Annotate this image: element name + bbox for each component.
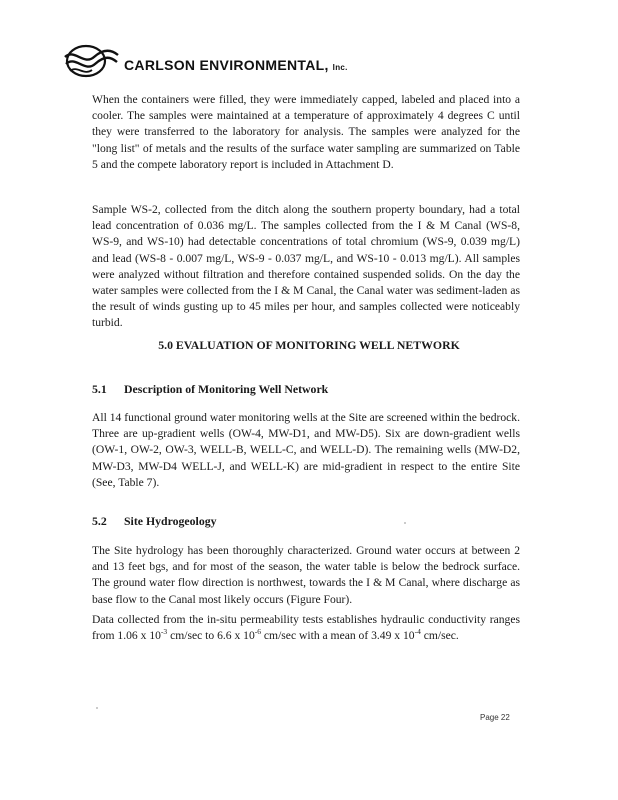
company-name-text: CARLSON ENVIRONMENTAL, [124,57,329,73]
conductivity-text-4: cm/sec. [420,629,459,643]
page-number: Page 22 [480,713,510,722]
scan-speck [96,707,98,709]
subsection-number: 5.2 [92,514,107,528]
subsection-title: Site Hydrogeology [124,514,217,528]
conductivity-text-2: cm/sec to 6.6 x 10 [167,629,255,643]
paragraph-conductivity [92,612,520,644]
paragraph-sample-results: Sample WS-2, collected from the ditch along the southern property boundary, had a total lead concentration of 0.036 mg/L. The samples collected from the I & M Canal (WS-8, WS-9, and WS-10) had detectable concentrations of total chromium (WS-9, 0.039 mg/L) and lead (WS-8 - 0.007 mg/L, WS-9 - 0.037 mg/L, and WS-10 - 0.013 mg/L). All samples were analyzed without filtration and therefore contained suspended solids. On the day the water samples were collected from the I & M Canal, the Canal water was sediment-laden as the result of winds gusting up to 45 miles per hour, and samples collected were noticeably turbid. [92,203,520,330]
subsection-heading-hydrogeology [92,514,217,529]
scan-speck [404,522,406,524]
company-suffix: Inc. [332,63,348,72]
company-name [124,57,348,73]
conductivity-text-3: cm/sec with a mean of 3.49 x 10 [261,629,415,643]
exponent-1: -3 [160,627,168,637]
section-title: 5.0 EVALUATION OF MONITORING WELL NETWORK [158,338,460,352]
exponent-3: -4 [414,627,421,637]
paragraph-sample-handling: When the containers were filled, they were immediately capped, labeled and placed into a cooler. The samples were maintained at a temperature of approximately 4 degrees C until they were transferred to the laboratory for analysis. The samples were analyzed for the "long list" of metals and the results of the surface water sampling are summarized on Table 5 and the compete laboratory report is included in Attachment D. [92,93,520,171]
subsection-number: 5.1 [92,382,107,396]
paragraph-well-network: All 14 functional ground water monitoring wells at the Site are screened within the bedrock. Three are up-gradient wells (OW-4, MW-D1, and MW-D5). Six are down-gradient wells (OW-1, OW-2, OW-3, WELL-B, WELL-C, and WELL-D). The remaining wells (MW-D2, MW-D3, MW-D4 WELL-J, and WELL-K) are mid-gradient in respect to the entire Site (See, Table 7). [92,411,520,489]
letterhead [62,40,462,80]
conductivity-text-1: Data collected from the in-situ permeability tests establishes hydraulic conductivity ranges from 1.06 x 10 [92,613,520,643]
paragraph-hydrogeology: The Site hydrology has been thoroughly characterized. Ground water occurs at between 2 and 13 feet bgs, and for most of the season, the water table is below the bedrock surface. The ground water flow direction is northwest, towards the I & M Canal, where discharge as base flow to the Canal most likely occurs (Figure Four). [92,544,520,606]
company-logo-icon [62,40,120,80]
subsection-title: Description of Monitoring Well Network [124,382,329,396]
exponent-2: -6 [254,627,262,637]
subsection-heading-well-network [92,382,328,397]
